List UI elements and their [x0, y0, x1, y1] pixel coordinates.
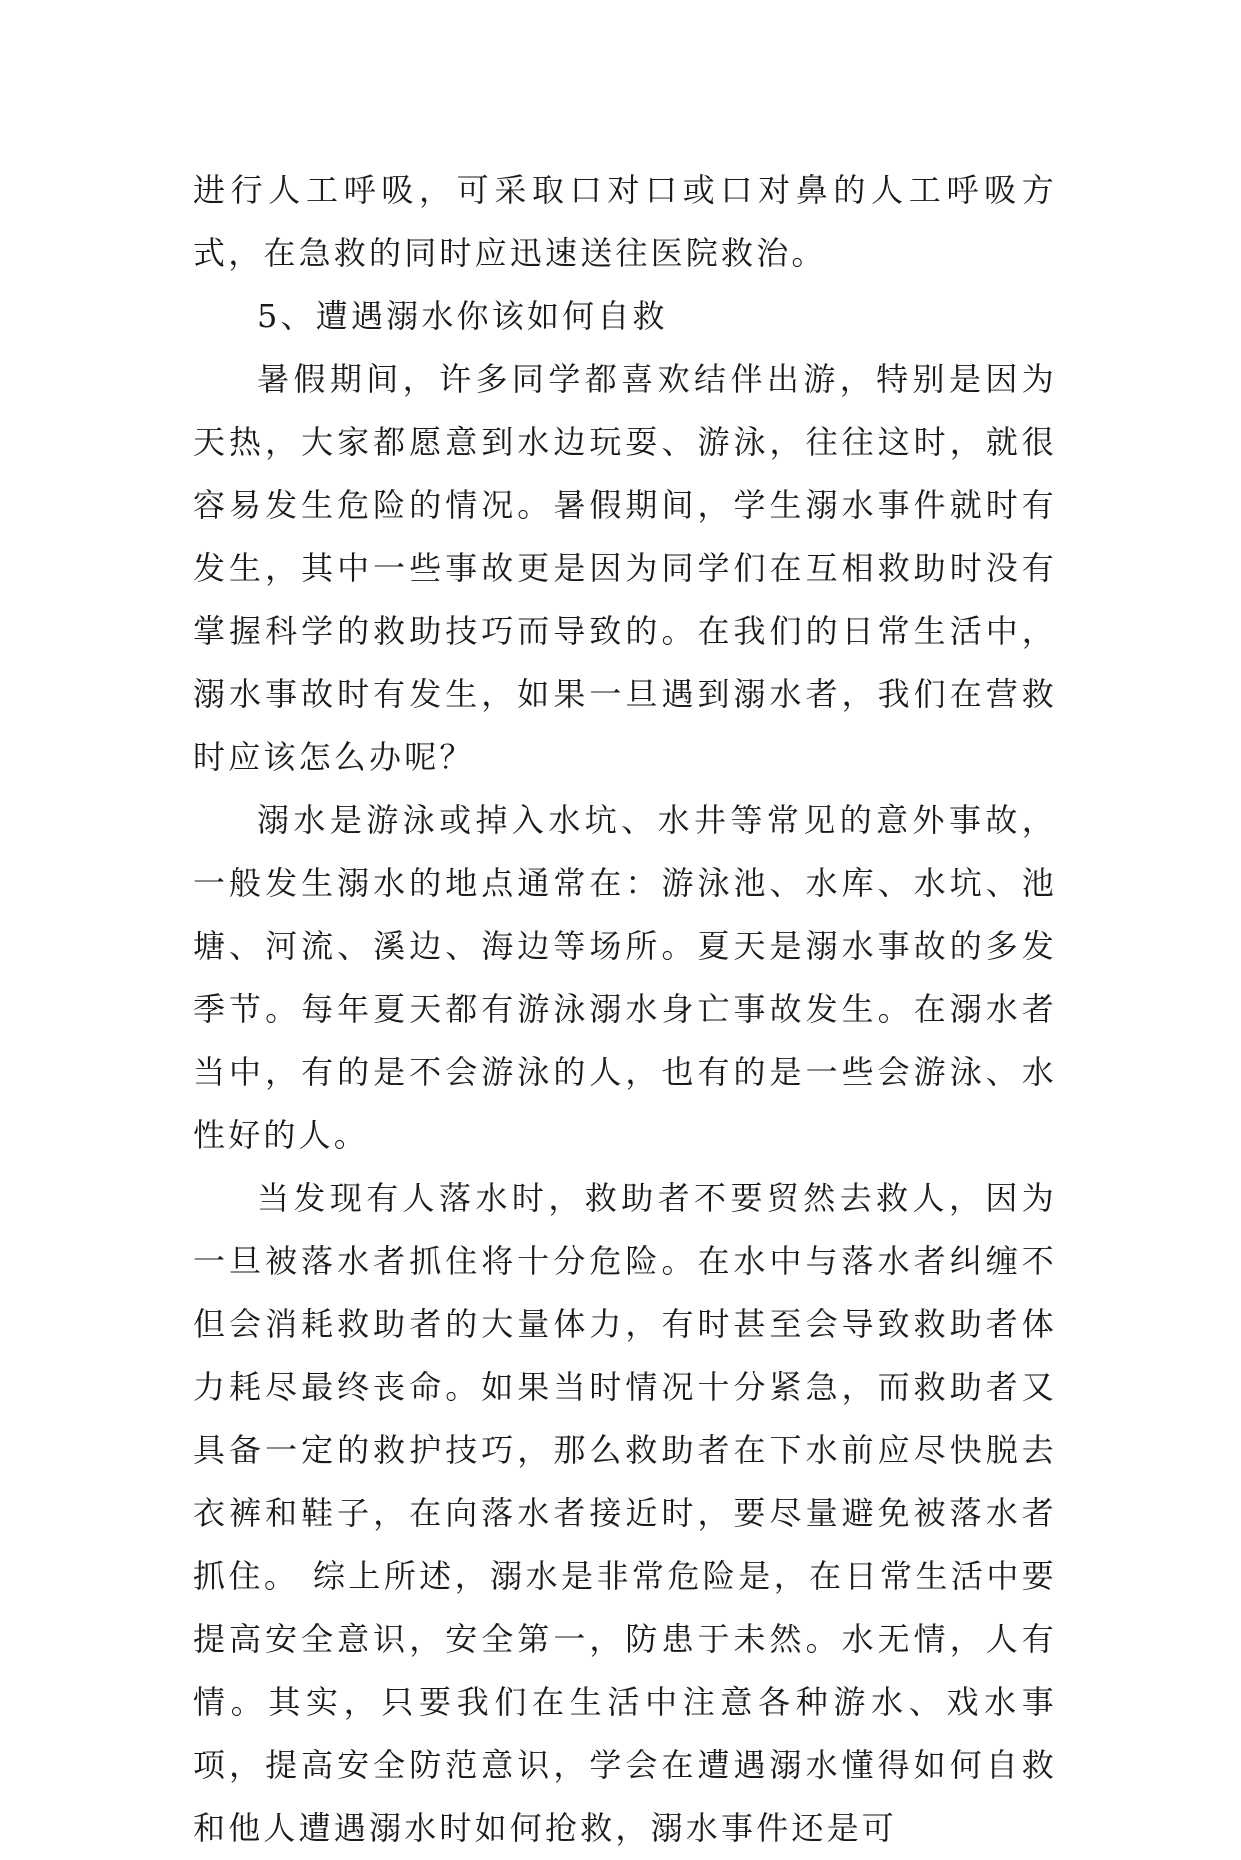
paragraph-first-aid-continued: 进行人工呼吸，可采取口对口或口对鼻的人工呼吸方式，在急救的同时应迅速送往医院救治。 — [193, 171, 1057, 272]
paragraph-summer-intro: 暑假期间，许多同学都喜欢结伴出游，特别是因为天热，大家都愿意到水边玩耍、游泳，往往这时，就很容易发生危险的情况。暑假期间，学生溺水事件就时有发生，其中一些事故更是因为同学们在互相救助时没有掌握科学的救助技巧而导致的。在我们的日常生活中，溺水事故时有发生，如果一旦遇到溺水者，我们在营救时应该怎么办呢？ — [193, 360, 1057, 776]
paragraph-drowning-locations: 溺水是游泳或掉入水坑、水井等常见的意外事故，一般发生溺水的地点通常在：游泳池、水库、水坑、池塘、河流、溪边、海边等场所。夏天是溺水事故的多发季节。每年夏天都有游泳溺水身亡事故发生。在溺水者当中，有的是不会游泳的人，也有的是一些会游泳、水性好的人。 — [193, 801, 1057, 1154]
document-body — [193, 159, 1057, 1860]
section-heading: 5、遭遇溺水你该如何自救 — [257, 297, 668, 335]
paragraph-rescue-advice: 当发现有人落水时，救助者不要贸然去救人，因为一旦被落水者抓住将十分危险。在水中与落水者纠缠不但会消耗救助者的大量体力，有时甚至会导致救助者体力耗尽最终丧命。如果当时情况十分紧急，而救助者又具备一定的救护技巧，那么救助者在下水前应尽快脱去衣裤和鞋子，在向落水者接近时，要尽量避免被落水者抓住。 综上所述，溺水是非常危险是，在日常生活中要提高安全意识，安全第一，防患于未然。水无情，人有情。其实，只要我们在生活中注意各种游水、戏水事项，提高安全防范意识，学会在遭遇溺水懂得如何自救和他人遭遇溺水时如何抢救，溺水事件还是可 — [193, 1179, 1057, 1847]
